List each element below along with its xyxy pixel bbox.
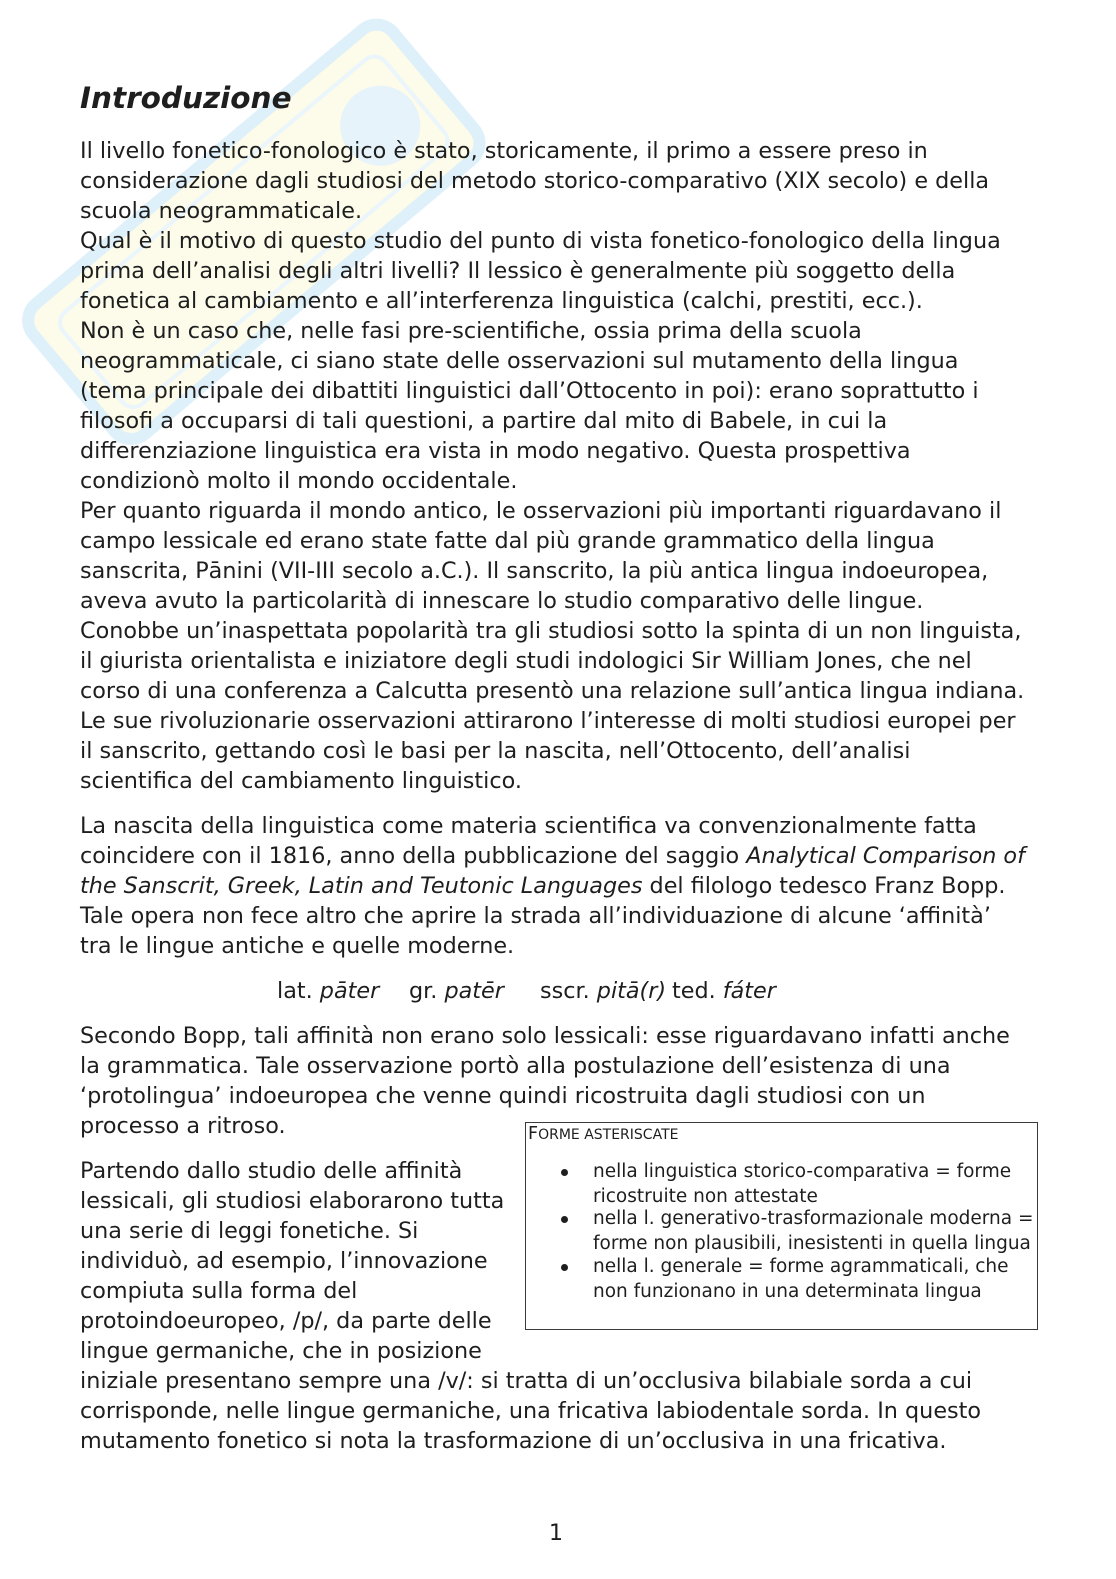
bullet-line: ricostruite non attestate xyxy=(593,1186,818,1207)
paragraph-line: La nascita della linguistica come materia scientifica va convenzionalmente fatta xyxy=(80,813,977,839)
bullet-line: non funzionano in una determinata lingua xyxy=(593,1281,982,1302)
paragraph-line: lessicali, gli studiosi elaborarono tutta xyxy=(80,1188,505,1214)
paragraph-line: neogrammaticale, ci siano state delle osservazioni sul mutamento della lingua xyxy=(80,348,959,374)
paragraph-line: aveva avuto la particolarità di innescare lo studio comparativo delle lingue. xyxy=(80,588,924,614)
paragraph-line: differenziazione linguistica era vista in modo negativo. Questa prospettiva xyxy=(80,438,911,464)
paragraph-line: una serie di leggi fonetiche. Si xyxy=(80,1218,419,1244)
paragraph-line: fonetica al cambiamento e all’interferenza linguistica (calchi, prestiti, ecc.). xyxy=(80,288,923,314)
paragraph-line: Non è un caso che, nelle fasi pre-scientifiche, ossia prima della scuola xyxy=(80,318,862,344)
cognate-greek xyxy=(409,976,504,1006)
paragraph-line: mutamento fonetico si nota la trasformazione di un’occlusiva in una fricativa. xyxy=(80,1428,947,1454)
paragraph-line: Il livello fonetico-fonologico è stato, storicamente, il primo a essere preso in xyxy=(80,138,928,164)
bullet-line: nella linguistica storico-comparativa = forme xyxy=(593,1161,1012,1182)
page-title: Introduzione xyxy=(80,81,292,115)
language-abbrev: sscr. xyxy=(540,978,590,1004)
cognate-word: pitā(r) xyxy=(596,978,667,1004)
cognate-word: fáter xyxy=(722,978,776,1004)
paragraph-2 xyxy=(80,811,1025,961)
paragraph-line: Conobbe un’inaspettata popolarità tra gli studiosi sotto la spinta di un non linguista, xyxy=(80,618,1022,644)
paragraph-line xyxy=(80,871,1025,901)
line-text: del filologo tedesco Franz Bopp. xyxy=(642,873,1006,899)
paragraph-line: il sanscrito, gettando così le basi per la nascita, nell’Ottocento, dell’analisi xyxy=(80,738,911,764)
paragraph-line: protoindoeuropeo, /p/, da parte delle xyxy=(80,1308,492,1334)
paragraph-1 xyxy=(80,136,1024,796)
paragraph-line: compiuta sulla forma del xyxy=(80,1278,358,1304)
paragraph-line: corso di una conferenza a Calcutta presentò una relazione sull’antica lingua indiana. xyxy=(80,678,1025,704)
cognate-german xyxy=(672,976,776,1006)
bullet-line: forme non plausibili, inesistenti in quella lingua xyxy=(593,1233,1031,1254)
paragraph-line: iniziale presentano sempre una /v/: si tratta di un’occlusiva bilabiale sorda a cui xyxy=(80,1368,973,1394)
line-text: coincidere con il 1816, anno della pubblicazione del saggio xyxy=(80,843,747,869)
paragraph-line: scientifica del cambiamento linguistico. xyxy=(80,768,522,794)
note-box-title: FORME ASTERISCATE xyxy=(528,1124,679,1144)
cognate-word: patēr xyxy=(444,978,504,1004)
paragraph-line: campo lessicale ed erano state fatte dal più grande grammatico della lingua xyxy=(80,528,935,554)
paragraph-line: la grammatica. Tale osservazione portò alla postulazione dell’esistenza di una xyxy=(80,1053,951,1079)
paragraph-line: considerazione dagli studiosi del metodo storico-comparativo (XIX secolo) e della xyxy=(80,168,990,194)
book-title-italic: Analytical Comparison of xyxy=(746,843,1025,869)
book-title-italic: the Sanscrit, Greek, Latin and Teutonic Languages xyxy=(80,873,643,899)
paragraph-line: lingue germaniche, che in posizione xyxy=(80,1338,482,1364)
paragraph-line: Le sue rivoluzionarie osservazioni attirarono l’interesse di molti studiosi europei per xyxy=(80,708,1016,734)
cognate-latin xyxy=(277,976,379,1006)
bullet-line: nella l. generale = forme agrammaticali, che xyxy=(593,1256,1009,1277)
paragraph-line: Tale opera non fece altro che aprire la strada all’individuazione di alcune ‘affinità’ xyxy=(80,903,991,929)
paragraph-line: Per quanto riguarda il mondo antico, le osservazioni più importanti riguardavano il xyxy=(80,498,1002,524)
paragraph-line: Secondo Bopp, tali affinità non erano solo lessicali: esse riguardavano infatti anche xyxy=(80,1023,1010,1049)
paragraph-line xyxy=(80,841,1025,871)
paragraph-line: ‘protolingua’ indoeuropea che venne quindi ricostruita dagli studiosi con un xyxy=(80,1083,926,1109)
paragraph-line: Qual è il motivo di questo studio del punto di vista fonetico-fonologico della lingua xyxy=(80,228,1001,254)
paragraph-line: il giurista orientalista e iniziatore degli studi indologici Sir William Jones, che nel xyxy=(80,648,972,674)
paragraph-line: scuola neogrammaticale. xyxy=(80,198,363,224)
cognate-sanskrit xyxy=(540,976,666,1006)
cognate-word: pāter xyxy=(319,978,380,1004)
paragraph-line: sanscrita, Pānini (VII-III secolo a.C.). Il sanscrito, la più antica lingua indoeuropea, xyxy=(80,558,989,584)
paragraph-line: condizionò molto il mondo occidentale. xyxy=(80,468,518,494)
paragraph-4 xyxy=(80,1156,981,1456)
page-number: 1 xyxy=(548,1520,564,1546)
paragraph-line: processo a ritroso. xyxy=(80,1113,286,1139)
paragraph-line: individuò, ad esempio, l’innovazione xyxy=(80,1248,488,1274)
paragraph-line: prima dell’analisi degli altri livelli? Il lessico è generalmente più soggetto della xyxy=(80,258,956,284)
paragraph-line: corrisponde, nelle lingue germaniche, una fricativa labiodentale sorda. In questo xyxy=(80,1398,982,1424)
paragraph-line: Partendo dallo studio delle affinità xyxy=(80,1158,463,1184)
language-abbrev: gr. xyxy=(409,978,438,1004)
paragraph-line: (tema principale dei dibattiti linguistici dall’Ottocento in poi): erano soprattutto i xyxy=(80,378,979,404)
cognate-examples xyxy=(0,976,1116,1006)
paragraph-line: tra le lingue antiche e quelle moderne. xyxy=(80,933,515,959)
paragraph-line: filosofi a occuparsi di tali questioni, a partire dal mito di Babele, in cui la xyxy=(80,408,888,434)
language-abbrev: lat. xyxy=(277,978,313,1004)
bullet-line: nella l. generativo-trasformazionale moderna = xyxy=(593,1208,1034,1229)
language-abbrev: ted. xyxy=(672,978,716,1004)
